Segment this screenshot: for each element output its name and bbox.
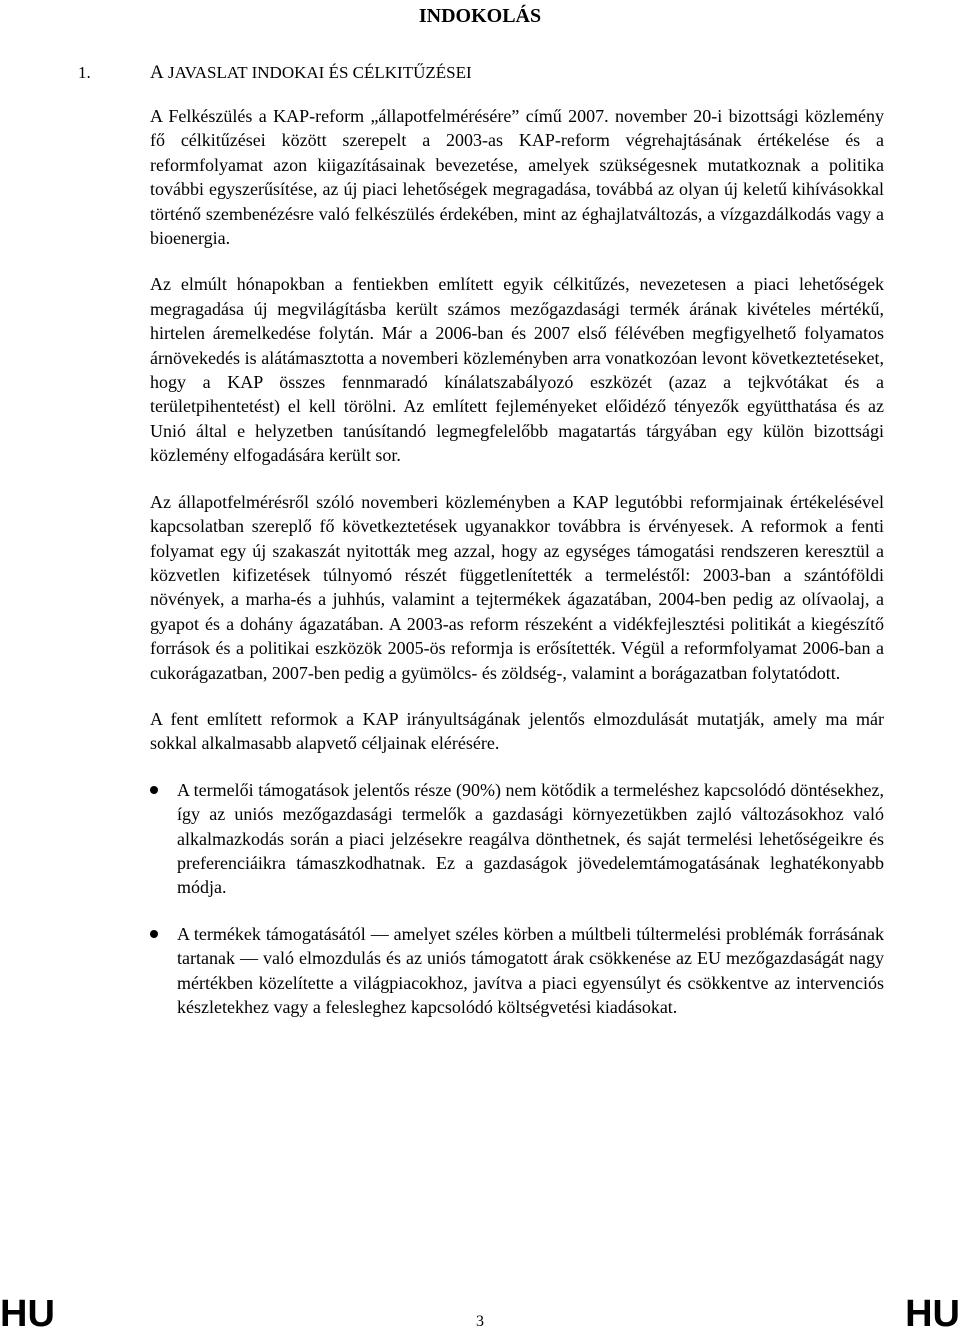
paragraph-4: A fent említett reformok a KAP irányultságának jelentős elmozdulását mutatják, amely ma már sokkal alkalmasabb alapvető céljainak elérésére. <box>150 708 884 754</box>
section-heading-text: JAVASLAT INDOKAI ÉS CÉLKITŰZÉSEI <box>163 63 472 82</box>
bullet-text-2: A termékek támogatásától — amelyet széles körben a múltbeli túltermelési problémák forrásának tartanak — való elmozdulás és az uniós támogatott árak csökkenése az EU mezőgazdaságát nagy mértékben közelítette a világpiacokhoz, javítva a piaci egyensúlyt és csökkentve az intervenciós készletekhez vagy a felesleghez kapcsolódó költségvetési kiadásokat. <box>177 923 884 1017</box>
footer-language-right: HU <box>905 1293 960 1335</box>
page-number: 3 <box>476 1313 484 1330</box>
bullet-item-1 <box>150 778 884 900</box>
document-title: INDOKOLÁS <box>418 5 542 27</box>
bullet-text-1: A termelői támogatások jelentős része (90%) nem kötődik a termeléshez kapcsolódó döntésekhez, így az uniós mezőgazdasági termelők a gazdasági környezetükben zajló változásokhoz való alkalmazkodás során a piaci jelzésekre reagálva dönthetnek, és saját termelési lehetőségeikre és preferenciáikra támaszkodhatnak. Ez a gazdaságok jövedelemtámogatásának leghatékonyabb módja. <box>177 779 884 898</box>
bullet-dot-icon <box>150 930 158 938</box>
bullet-list <box>150 778 884 1020</box>
bullet-dot-icon <box>150 786 158 794</box>
section-number: 1. <box>78 63 91 82</box>
paragraph-2: Az elmúlt hónapokban a fentiekben említett egyik célkitűzés, nevezetesen a piaci lehetőségek megragadása új megvilágításba került számos mezőgazdasági termék árának kivételes mértékű, hirtelen áremelkedése folytán. Már a 2006-ban és 2007 első félévében megfigyelhető folyamatos árnövekedés is alátámasztotta a novemberi közleményben arra vonatkozóan levont következtetéseket, hogy a KAP összes fennmaradó kínálatszabályozó eszközét (azaz a tejkvótákat és a területpihentetést) el kell törölni. Az említett fejleményeket előidéző tényezők együtthatása és az Unió által e helyzetben tanúsítandó legmegfelelőbb magatartás tárgyában egy külön bizottsági közlemény elfogadására került sor. <box>150 274 884 466</box>
paragraph-1: A Felkészülés a KAP-reform „állapotfelmérésére” című 2007. november 20-i bizottsági közlemény fő célkitűzései között szerepelt a 2003-as KAP-reform végrehajtásának értékelése és a reformfolyamat azon kiigazításainak bevezetése, amelyek szükségesnek mutatkoznak a politika további egyszerűsítése, az új piaci lehetőségek megragadása, továbbá az olyan új keletű kihívásokkal történő szembenézésre való felkészülés érdekében, mint az éghajlatváltozás, a vízgazdálkodás vagy a bioenergia. <box>150 106 884 249</box>
paragraph-3: Az állapotfelmérésről szóló novemberi közleményben a KAP legutóbbi reformjainak értékelésével kapcsolatban szereplő fő következtetések ugyanakkor továbbra is érvényesek. A reformok a fenti folyamat egy új szakaszát nyitották meg azzal, hogy az egységes támogatási rendszeren keresztül a közvetlen kifizetések túlnyomó részét függetlenítették a termeléstől: 2003-ban a szántóföldi növények, a marha-és a juhhús, valamint a tejtermékek ágazatában, 2004-ben pedig az olívaolaj, a gyapot és a dohány ágazatában. A 2003-as reform részeként a vidékfejlesztési politikát a kiegészítő források és a politikai eszközök 2005-ös reformja is erősítették. Végül a reformfolyamat 2006-ban a cukorágazatban, 2007-ben pedig a gyümölcs- és zöldség-, valamint a borágazatban folytatódott. <box>150 491 884 683</box>
section-heading-initial: A <box>150 62 164 83</box>
bullet-item-2 <box>150 922 884 1020</box>
document-body <box>150 104 884 1041</box>
section-heading <box>78 62 472 84</box>
footer-language-left: HU <box>0 1293 55 1335</box>
